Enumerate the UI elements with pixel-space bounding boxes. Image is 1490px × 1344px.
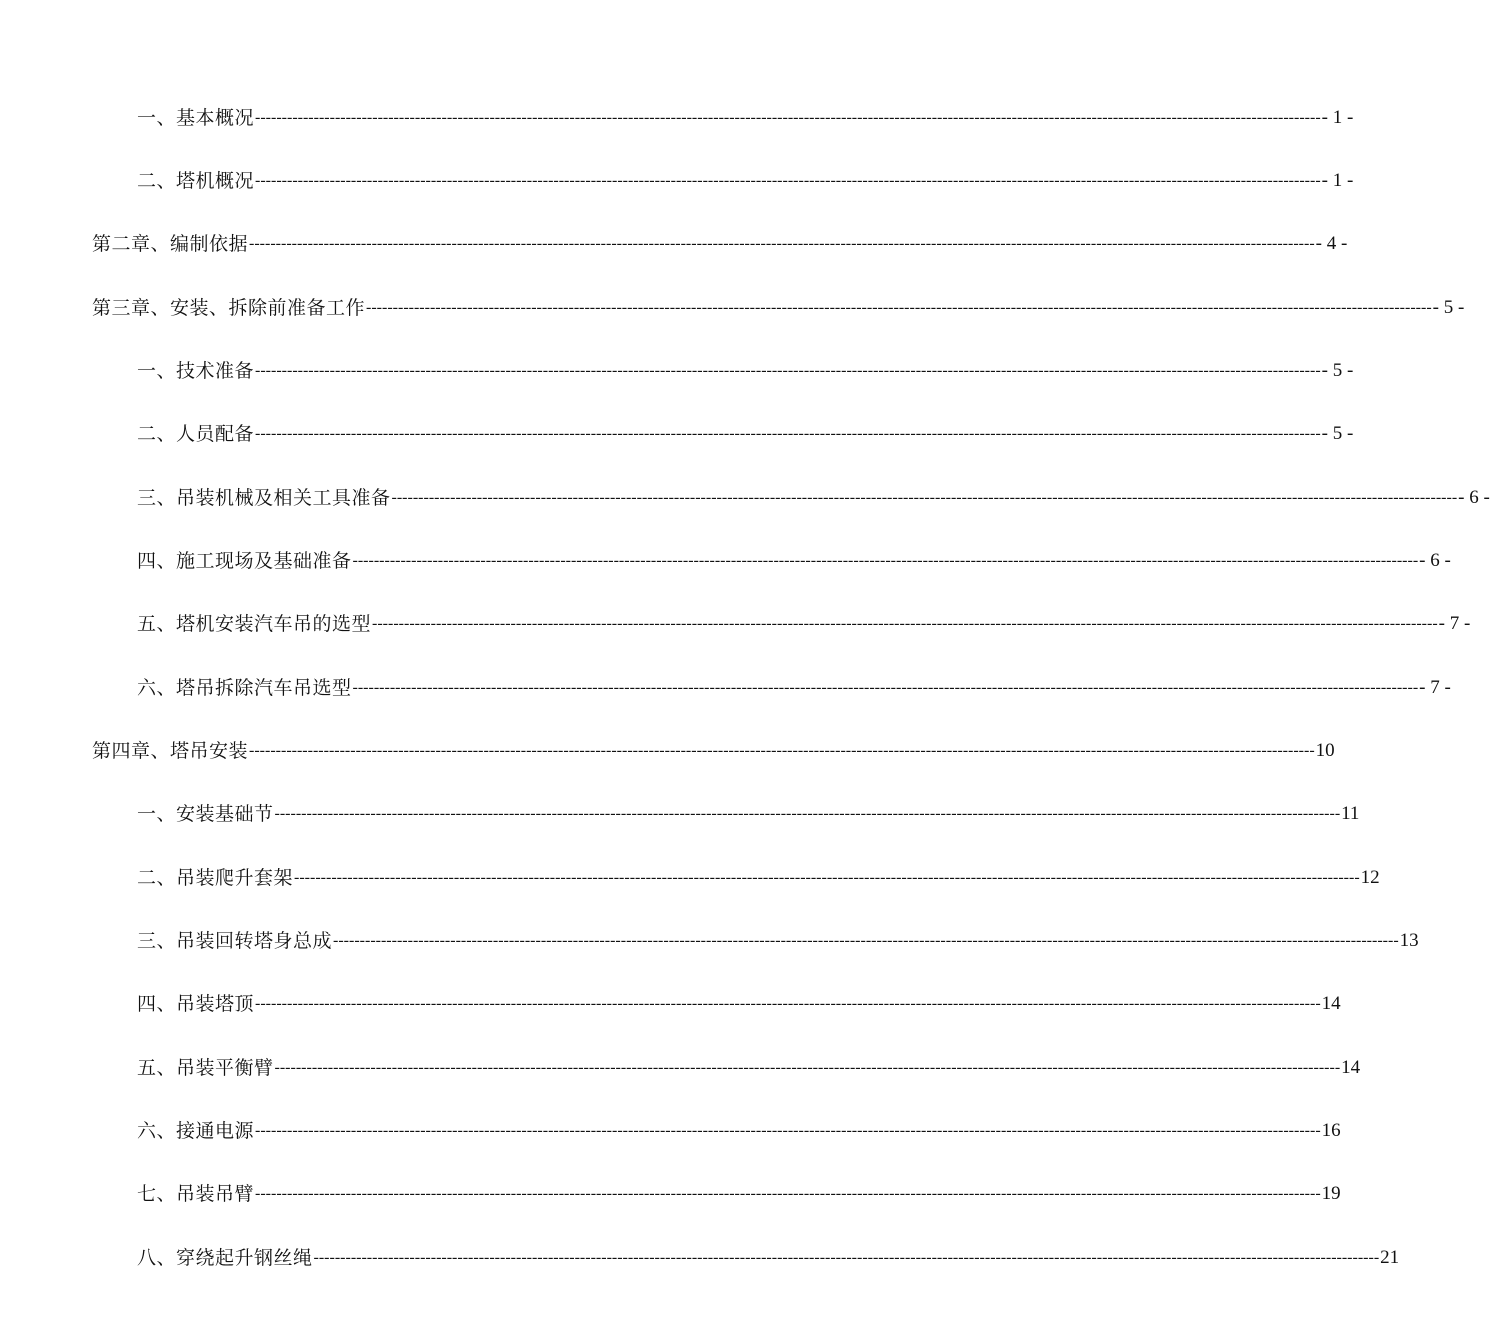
toc-entry-title: 二、塔机概况 (137, 170, 255, 192)
toc-entry-title: 二、吊装爬升套架 (137, 867, 294, 889)
toc-entry[interactable] (137, 989, 1341, 1019)
toc-entry-title: 第四章、塔吊安装 (92, 740, 249, 762)
toc-entry-title: 一、基本概况 (137, 107, 255, 129)
toc-entry-title: 三、吊装机械及相关工具准备 (137, 487, 391, 509)
toc-entry[interactable] (137, 1243, 1400, 1273)
toc-dot-leader: -------------------------------------------------------------------------------------------------------------------------------------------------------------------------------------------------------- (255, 425, 1321, 442)
toc-entry[interactable] (137, 863, 1380, 893)
toc-entry-page: 21 (1380, 1247, 1400, 1268)
toc-entry-title: 第二章、编制依据 (92, 233, 249, 255)
toc-entry-page: - 1 - (1321, 170, 1354, 191)
toc-entry-title: 四、吊装塔顶 (137, 993, 255, 1015)
toc-entry[interactable] (137, 356, 1354, 386)
toc-dot-leader: -------------------------------------------------------------------------------------------------------------------------------------------------------------------------------------------------------- (255, 1122, 1321, 1139)
toc-entry-title: 一、技术准备 (137, 360, 255, 382)
toc-entry-title: 第三章、安装、拆除前准备工作 (92, 297, 366, 319)
toc-dot-leader: -------------------------------------------------------------------------------------------------------------------------------------------------------------------------------------------------------- (255, 995, 1321, 1012)
toc-entry-title: 六、塔吊拆除汽车吊选型 (137, 677, 352, 699)
toc-dot-leader: -------------------------------------------------------------------------------------------------------------------------------------------------------------------------------------------------------- (274, 1059, 1341, 1076)
toc-entry-title: 三、吊装回转塔身总成 (137, 930, 333, 952)
toc-entry-page: 10 (1315, 740, 1335, 761)
toc-entry-page: - 1 - (1321, 107, 1354, 128)
toc-dot-leader: -------------------------------------------------------------------------------------------------------------------------------------------------------------------------------------------------------- (255, 362, 1321, 379)
toc-entry[interactable] (137, 926, 1419, 956)
toc-entry-title: 五、吊装平衡臂 (137, 1057, 274, 1079)
toc-dot-leader: -------------------------------------------------------------------------------------------------------------------------------------------------------------------------------------------------------- (366, 299, 1432, 316)
toc-entry-page: 13 (1399, 930, 1419, 951)
toc-entry-page: 16 (1321, 1120, 1341, 1141)
toc-entry-title: 七、吊装吊臂 (137, 1183, 255, 1205)
toc-entry[interactable] (137, 166, 1354, 196)
toc-entry[interactable] (92, 293, 1465, 323)
toc-entry[interactable] (137, 1053, 1361, 1083)
toc-dot-leader: -------------------------------------------------------------------------------------------------------------------------------------------------------------------------------------------------------- (352, 552, 1419, 569)
toc-entry-title: 二、人员配备 (137, 423, 255, 445)
toc-dot-leader: -------------------------------------------------------------------------------------------------------------------------------------------------------------------------------------------------------- (313, 1249, 1380, 1266)
toc-entry-page: - 5 - (1321, 423, 1354, 444)
toc-entry[interactable] (137, 483, 1490, 513)
toc-entry-page: 14 (1341, 1057, 1361, 1078)
toc-entry-page: 12 (1360, 867, 1380, 888)
toc-dot-leader: -------------------------------------------------------------------------------------------------------------------------------------------------------------------------------------------------------- (255, 109, 1321, 126)
toc-entry-title: 六、接通电源 (137, 1120, 255, 1142)
toc-entry[interactable] (92, 736, 1335, 766)
toc-entry-page: - 5 - (1432, 297, 1465, 318)
toc-dot-leader: -------------------------------------------------------------------------------------------------------------------------------------------------------------------------------------------------------- (255, 172, 1321, 189)
toc-entry-title: 八、穿绕起升钢丝绳 (137, 1247, 313, 1269)
toc-entry-page: 19 (1321, 1183, 1341, 1204)
toc-entry-title: 五、塔机安装汽车吊的选型 (137, 613, 372, 635)
toc-entry-page: - 4 - (1315, 233, 1348, 254)
toc-entry-page: - 7 - (1438, 613, 1471, 634)
toc-entry[interactable] (137, 1116, 1341, 1146)
toc-dot-leader: -------------------------------------------------------------------------------------------------------------------------------------------------------------------------------------------------------- (255, 1185, 1321, 1202)
toc-entry[interactable] (137, 673, 1451, 703)
toc-entry[interactable] (137, 419, 1354, 449)
toc-entry[interactable] (137, 799, 1360, 829)
toc-dot-leader: -------------------------------------------------------------------------------------------------------------------------------------------------------------------------------------------------------- (249, 235, 1315, 252)
toc-entry-title: 四、施工现场及基础准备 (137, 550, 352, 572)
toc-entry[interactable] (92, 229, 1348, 259)
toc-entry-page: 14 (1321, 993, 1341, 1014)
toc-entry-page: - 5 - (1321, 360, 1354, 381)
toc-dot-leader: -------------------------------------------------------------------------------------------------------------------------------------------------------------------------------------------------------- (249, 742, 1315, 759)
toc-dot-leader: -------------------------------------------------------------------------------------------------------------------------------------------------------------------------------------------------------- (352, 679, 1419, 696)
toc-entry-page: - 6 - (1419, 550, 1451, 571)
toc-dot-leader: -------------------------------------------------------------------------------------------------------------------------------------------------------------------------------------------------------- (333, 932, 1399, 949)
toc-entry-page: 11 (1341, 803, 1360, 824)
toc-dot-leader: -------------------------------------------------------------------------------------------------------------------------------------------------------------------------------------------------------- (274, 805, 1341, 822)
toc-entry-page: - 7 - (1419, 677, 1451, 698)
toc-entry[interactable] (137, 1179, 1341, 1209)
toc-dot-leader: -------------------------------------------------------------------------------------------------------------------------------------------------------------------------------------------------------- (391, 489, 1458, 506)
toc-dot-leader: -------------------------------------------------------------------------------------------------------------------------------------------------------------------------------------------------------- (372, 615, 1438, 632)
toc-entry-page: - 6 - (1458, 487, 1490, 508)
toc-dot-leader: -------------------------------------------------------------------------------------------------------------------------------------------------------------------------------------------------------- (294, 869, 1360, 886)
toc-entry[interactable] (137, 609, 1471, 639)
toc-entry[interactable] (137, 103, 1354, 133)
toc-entry-title: 一、安装基础节 (137, 803, 274, 825)
toc-entry[interactable] (137, 546, 1451, 576)
